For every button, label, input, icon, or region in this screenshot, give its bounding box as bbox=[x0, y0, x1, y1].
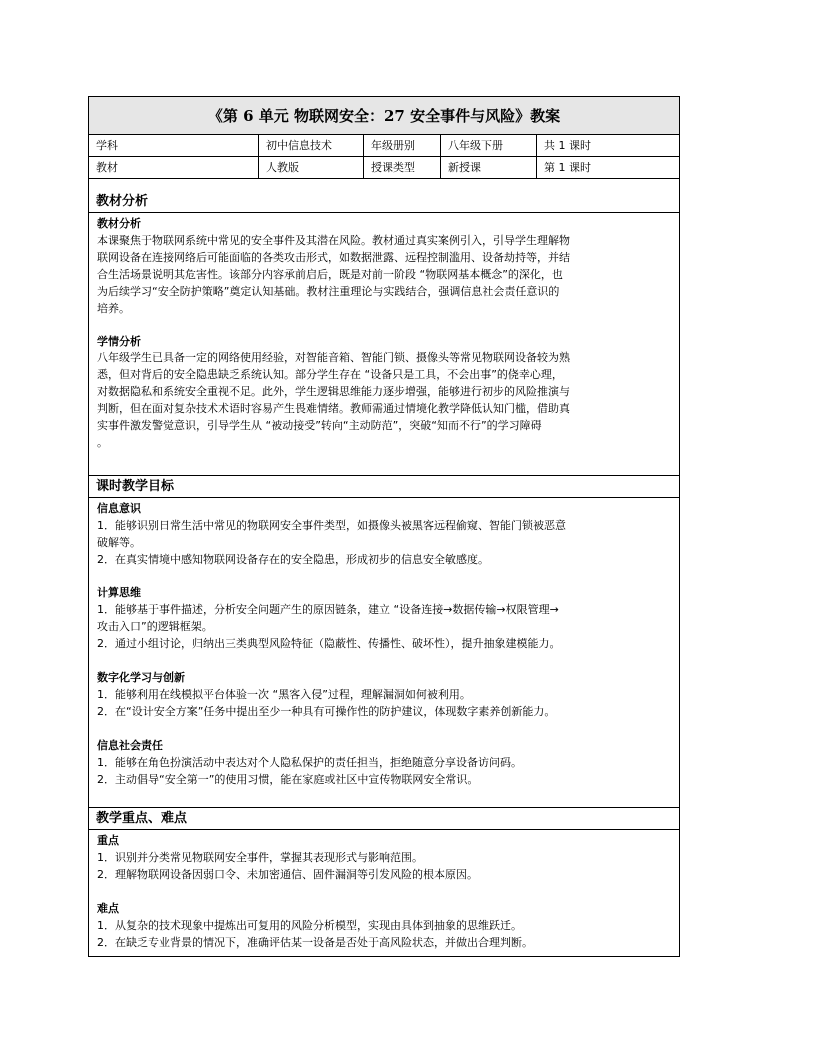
subheading: 难点 bbox=[97, 902, 119, 915]
text-line: 联网设备在连接网络后可能面临的各类攻击形式，如数据泄露、远程控制滥用、设备劫持等，并结 bbox=[97, 251, 570, 264]
section-analysis bbox=[89, 191, 679, 465]
info-cell: 新授课 bbox=[441, 157, 537, 178]
text-line: 合生活场景说明其危害性。该部分内容承前启后，既是对前一阶段 “物联网基本概念”的深化，也 bbox=[97, 268, 563, 281]
text-line: 1．从复杂的技术现象中提炼出可复用的风险分析模型，实现由具体到抽象的思维跃迁。 bbox=[97, 919, 522, 932]
subheading: 学情分析 bbox=[97, 335, 141, 348]
subheading: 教材分析 bbox=[97, 217, 141, 230]
text-line: 实事件激发警觉意识，引导学生从 “被动接受”转向“主动防范”，突破“知而不行”的学习障碍 bbox=[97, 419, 542, 432]
section-keypoints bbox=[89, 807, 679, 957]
info-cell: 授课类型 bbox=[364, 157, 441, 178]
subheading: 信息意识 bbox=[97, 502, 141, 515]
text-line: 悉，但对背后的安全隐患缺乏系统认知。部分学生存在 “设备只是工具，不会出事”的侥幸心理， bbox=[97, 368, 563, 381]
info-cell: 学科 bbox=[89, 135, 259, 156]
text-line: 2．在真实情境中感知物联网设备存在的安全隐患，形成初步的信息安全敏感度。 bbox=[97, 553, 489, 566]
info-cell: 年级册别 bbox=[364, 135, 441, 156]
text-line: 2．通过小组讨论，归纳出三类典型风险特征（隐蔽性、传播性、破坏性），提升抽象建模能力。 bbox=[97, 637, 561, 650]
text-line: 对数据隐私和系统安全重视不足。此外，学生逻辑思维能力逐步增强，能够进行初步的风险推演与 bbox=[97, 385, 570, 398]
text-line: 八年级学生已具备一定的网络使用经验，对智能音箱、智能门锁、摄像头等常见物联网设备较为熟 bbox=[97, 351, 570, 364]
text-line: 。 bbox=[97, 436, 108, 449]
text-line: 破解等。 bbox=[97, 536, 141, 549]
info-cell: 教材 bbox=[89, 157, 259, 178]
info-cell: 第 1 课时 bbox=[544, 161, 591, 174]
subheading: 计算思维 bbox=[97, 586, 141, 599]
info-cell: 初中信息技术 bbox=[259, 135, 364, 156]
text-line: 1．能够在角色扮演活动中表达对个人隐私保护的责任担当，拒绝随意分享设备访问码。 bbox=[97, 756, 522, 769]
text-line: 为后续学习“安全防护策略”奠定认知基础。教材注重理论与实践结合，强调信息社会责任意识的 bbox=[97, 285, 560, 298]
section-goals bbox=[89, 475, 679, 795]
text-line: 1．能够基于事件描述，分析安全问题产生的原因链条，建立 “设备连接→数据传输→权限管理→ bbox=[97, 603, 559, 616]
text-line: 2．在“设计安全方案”任务中提出至少一种具有可操作性的防护建议，体现数字素养创新能力。 bbox=[97, 705, 556, 718]
section-heading: 教材分析 bbox=[89, 191, 679, 213]
text-line: 1．识别并分类常见物联网安全事件，掌握其表现形式与影响范围。 bbox=[97, 851, 423, 864]
subheading: 重点 bbox=[97, 834, 119, 847]
text-line: 判断，但在面对复杂技术术语时容易产生畏难情绪。教师需通过情境化教学降低认知门槛，借助真 bbox=[97, 402, 570, 415]
text-line: 攻击入口”的逻辑框架。 bbox=[97, 620, 213, 633]
subheading: 信息社会责任 bbox=[97, 739, 163, 752]
info-cell: 人教版 bbox=[259, 157, 364, 178]
lesson-plan-table bbox=[88, 96, 680, 957]
subheading: 数字化学习与创新 bbox=[97, 671, 185, 684]
section-heading: 教学重点、难点 bbox=[89, 808, 679, 830]
text-line: 2．在缺乏专业背景的情况下，准确评估某一设备是否处于高风险状态，并做出合理判断。 bbox=[97, 936, 533, 949]
document-title: 《第 6 单元 物联网安全：27 安全事件与风险》教案 bbox=[89, 97, 679, 135]
info-cell: 八年级下册 bbox=[441, 135, 537, 156]
info-row-textbook bbox=[89, 157, 679, 179]
info-cell: 共 1 课时 bbox=[544, 139, 591, 152]
text-line: 本课聚焦于物联网系统中常见的安全事件及其潜在风险。教材通过真实案例引入，引导学生理解物 bbox=[97, 234, 570, 247]
text-line: 1．能够利用在线模拟平台体验一次 “黑客入侵”过程，理解漏洞如何被利用。 bbox=[97, 688, 471, 701]
section-heading: 课时教学目标 bbox=[89, 476, 679, 498]
text-line: 2．主动倡导“安全第一”的使用习惯，能在家庭或社区中宣传物联网安全常识。 bbox=[97, 773, 479, 786]
text-line: 1．能够识别日常生活中常见的物联网安全事件类型，如摄像头被黑客远程偷窥、智能门锁被恶意 bbox=[97, 519, 566, 532]
text-line: 培养。 bbox=[97, 302, 130, 315]
info-row-subject bbox=[89, 135, 679, 157]
text-line: 2．理解物联网设备因弱口令、未加密通信、固件漏洞等引发风险的根本原因。 bbox=[97, 868, 478, 881]
